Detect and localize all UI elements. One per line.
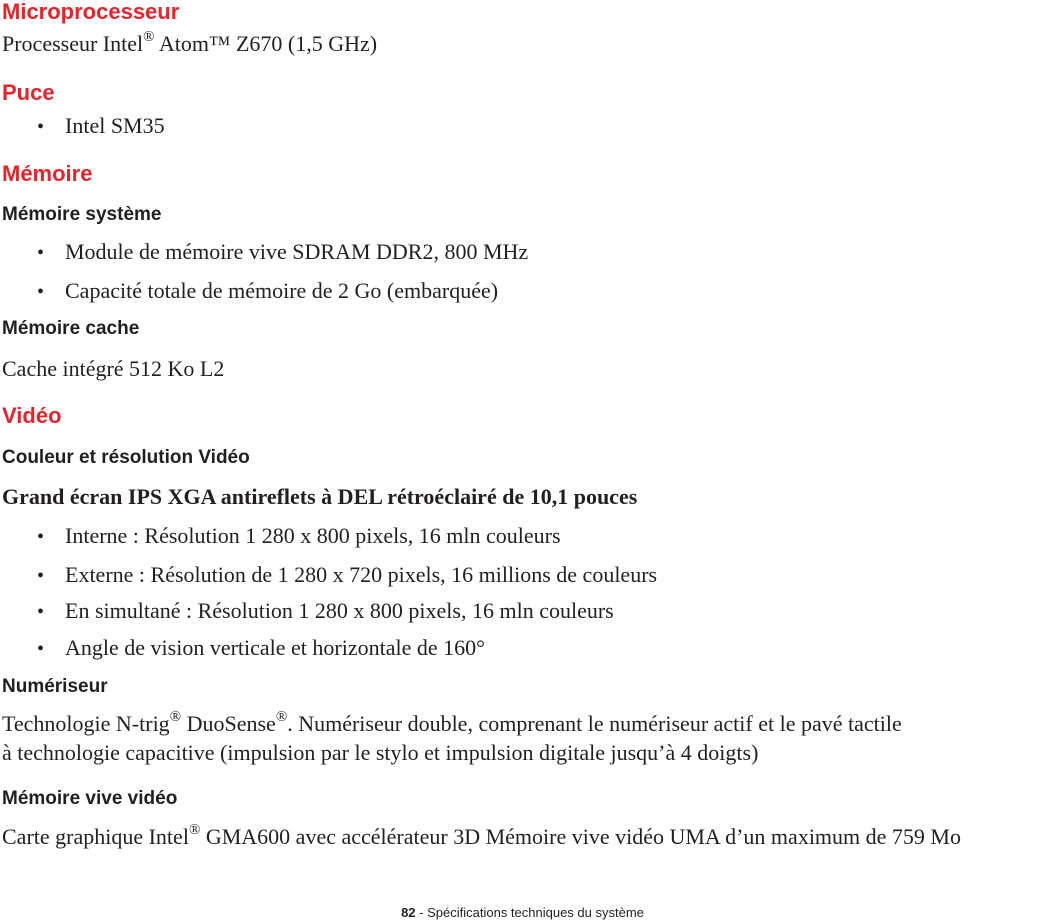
list-item: • Externe : Résolution de 1 280 x 720 pixels, 16 millions de couleurs bbox=[37, 562, 658, 587]
bullet-icon: • bbox=[37, 242, 45, 264]
memoire-video-text: Carte graphique Intel® GMA600 avec accélérateur 3D Mémoire vive vidéo UMA d’un maximum de 759 Mo bbox=[2, 821, 961, 849]
list-item: • Module de mémoire vive SDRAM DDR2, 800 MHz bbox=[37, 239, 529, 264]
ecran-description: Grand écran IPS XGA antireflets à DEL rétroéclairé de 10,1 pouces bbox=[2, 484, 638, 509]
footer-title: Spécifications techniques du système bbox=[427, 905, 644, 920]
bullet-icon: • bbox=[37, 601, 45, 623]
numeriseur-text-line2: à technologie capacitive (impulsion par le stylo et impulsion digitale jusqu’à 4 doigts) bbox=[2, 740, 759, 765]
page-number: 82 bbox=[401, 905, 416, 920]
numeriseur-text-line1: Technologie N-trig® DuoSense®. Numériseur double, comprenant le numériseur actif et le pavé tactile bbox=[2, 708, 902, 736]
heading-memoire-cache: Mémoire cache bbox=[2, 318, 140, 339]
bullet-icon: • bbox=[37, 526, 45, 548]
cache-text: Cache intégré 512 Ko L2 bbox=[2, 356, 225, 381]
bullet-icon: • bbox=[37, 116, 45, 138]
list-item: • Capacité totale de mémoire de 2 Go (embarquée) bbox=[37, 278, 499, 303]
heading-couleur-resolution: Couleur et résolution Vidéo bbox=[2, 447, 250, 468]
heading-memoire-video: Mémoire vive vidéo bbox=[2, 788, 178, 809]
heading-memoire-systeme: Mémoire système bbox=[2, 204, 162, 225]
bullet-icon: • bbox=[37, 565, 45, 587]
bullet-icon: • bbox=[37, 638, 45, 660]
list-item: • En simultané : Résolution 1 280 x 800 pixels, 16 mln couleurs bbox=[37, 598, 614, 623]
heading-microprocesseur: Microprocesseur bbox=[2, 0, 180, 24]
bullet-icon: • bbox=[37, 281, 45, 303]
list-item: • Intel SM35 bbox=[37, 113, 165, 138]
page-footer: 82 - Spécifications techniques du système bbox=[401, 905, 644, 920]
list-item: • Interne : Résolution 1 280 x 800 pixels, 16 mln couleurs bbox=[37, 523, 561, 548]
processor-text: Processeur Intel® Atom™ Z670 (1,5 GHz) bbox=[2, 28, 378, 56]
heading-memoire: Mémoire bbox=[2, 161, 93, 186]
heading-video: Vidéo bbox=[2, 403, 62, 428]
list-item: • Angle de vision verticale et horizontale de 160° bbox=[37, 635, 485, 660]
heading-numeriseur: Numériseur bbox=[2, 676, 108, 697]
heading-puce: Puce bbox=[2, 80, 55, 105]
